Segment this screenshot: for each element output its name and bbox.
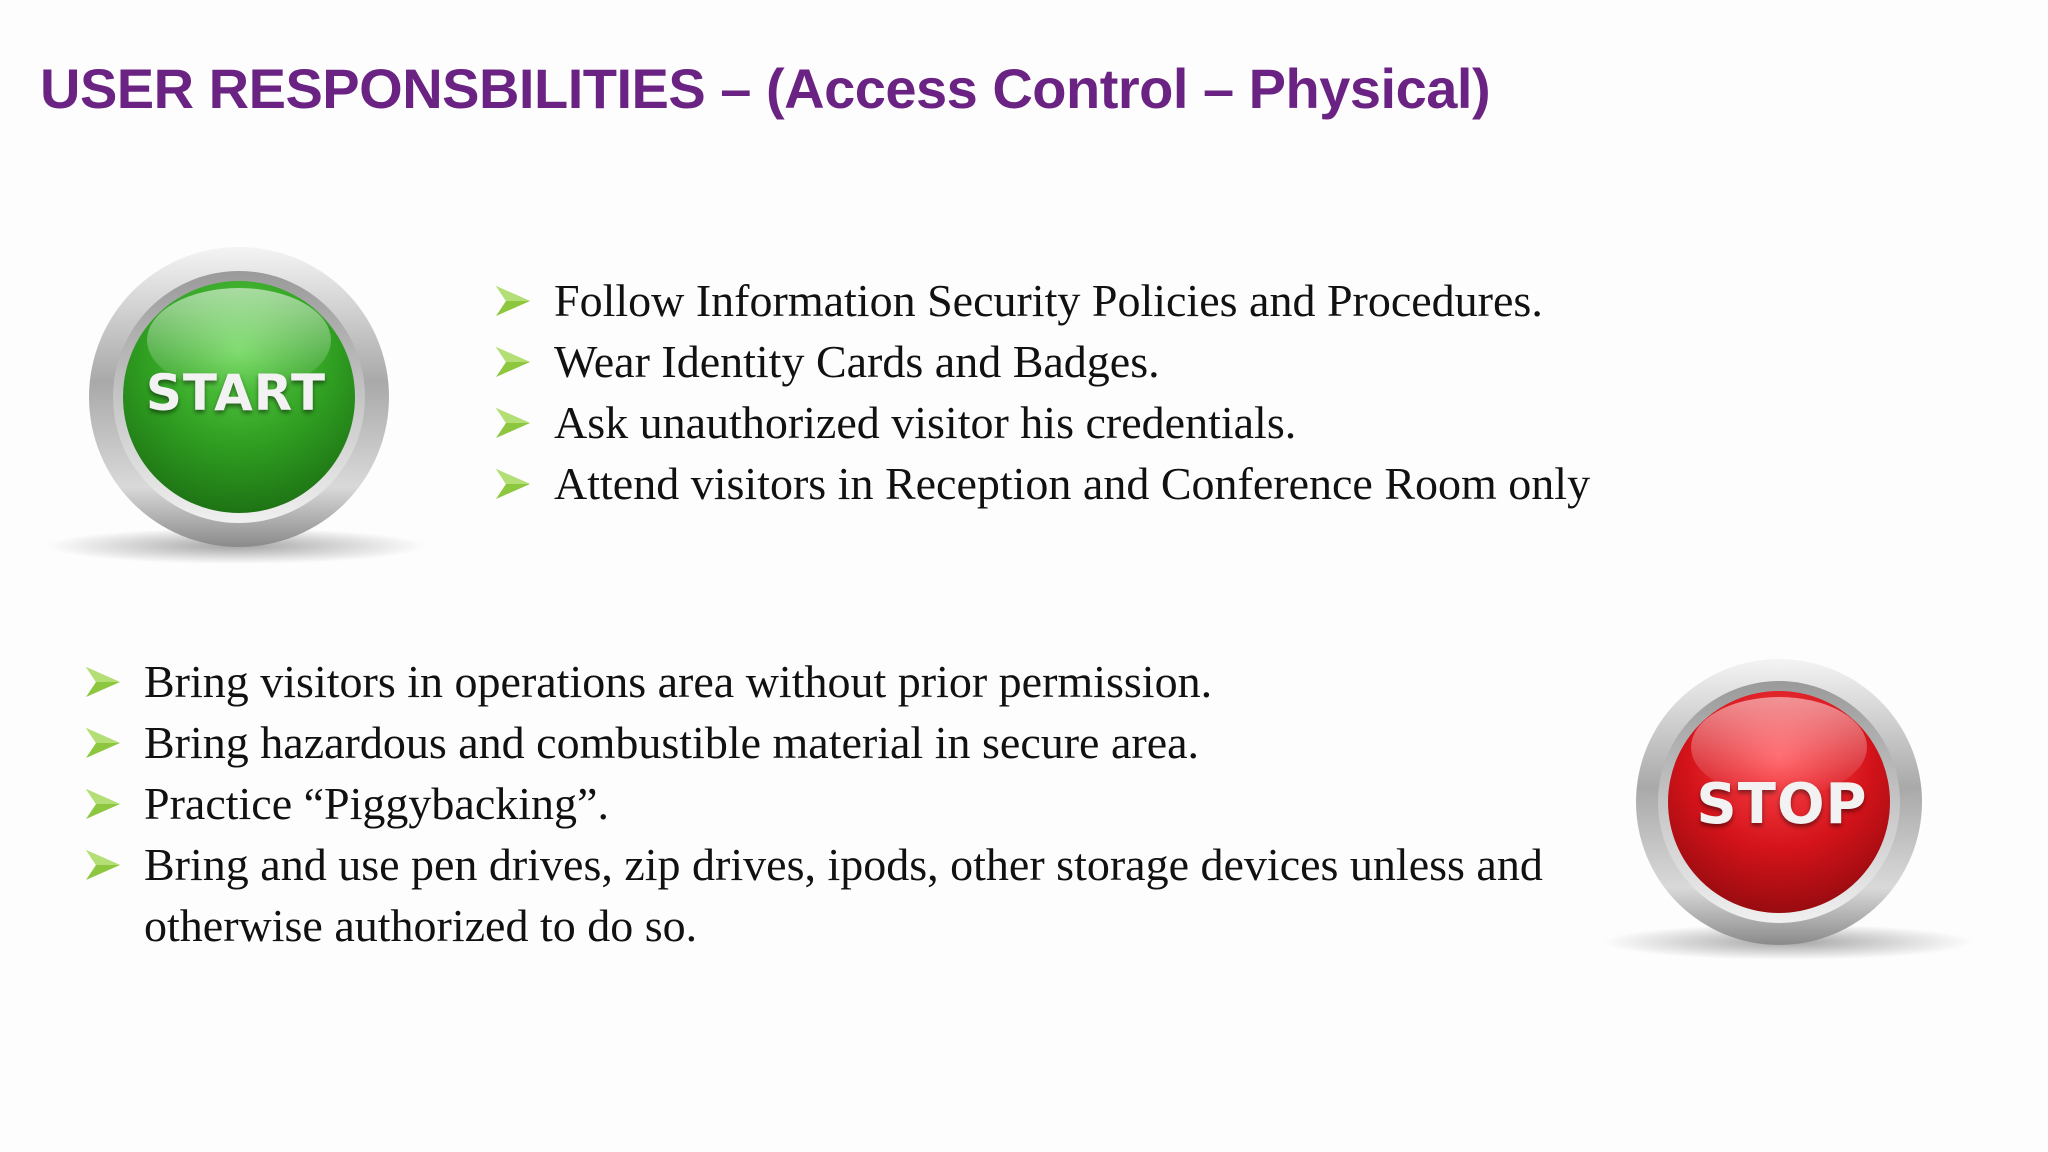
list-item-text: Bring hazardous and combustible material in secure area. [144,717,1200,768]
list-item-text: Bring and use pen drives, zip drives, ipods, other storage devices unless and otherwise authorized to do so. [144,839,1543,951]
list-item-text: Follow Information Security Policies and Procedures. [554,275,1543,326]
stop-label: STOP [1696,772,1868,837]
list-item [496,270,1590,331]
stop-button-icon [1596,650,1986,980]
list-item [86,834,1584,956]
start-button-icon [36,230,436,570]
arrow-bullet-icon [496,286,530,316]
list-item-text: Attend visitors in Reception and Conference Room only [554,458,1591,509]
list-item-text: Practice “Piggybacking”. [144,778,609,829]
arrow-bullet-icon [86,789,120,819]
list-item [86,651,1526,712]
arrow-bullet-icon [86,728,120,758]
list-item [496,392,1590,453]
slide-title: USER RESPONSBILITIES – (Access Control – Physical) [40,57,1491,120]
arrow-bullet-icon [496,408,530,438]
start-label: START [145,364,327,422]
list-item-text: Ask unauthorized visitor his credentials. [554,397,1297,448]
arrow-bullet-icon [496,347,530,377]
list-item [86,773,1526,834]
list-item-text: Bring visitors in operations area without prior permission. [144,656,1213,707]
arrow-bullet-icon [86,667,120,697]
arrow-bullet-icon [86,850,120,880]
do-list [496,270,1590,514]
list-item [496,453,1590,514]
list-item-text: Wear Identity Cards and Badges. [554,336,1160,387]
list-item [86,712,1526,773]
arrow-bullet-icon [496,469,530,499]
list-item [496,331,1590,392]
dont-list [86,651,1543,956]
